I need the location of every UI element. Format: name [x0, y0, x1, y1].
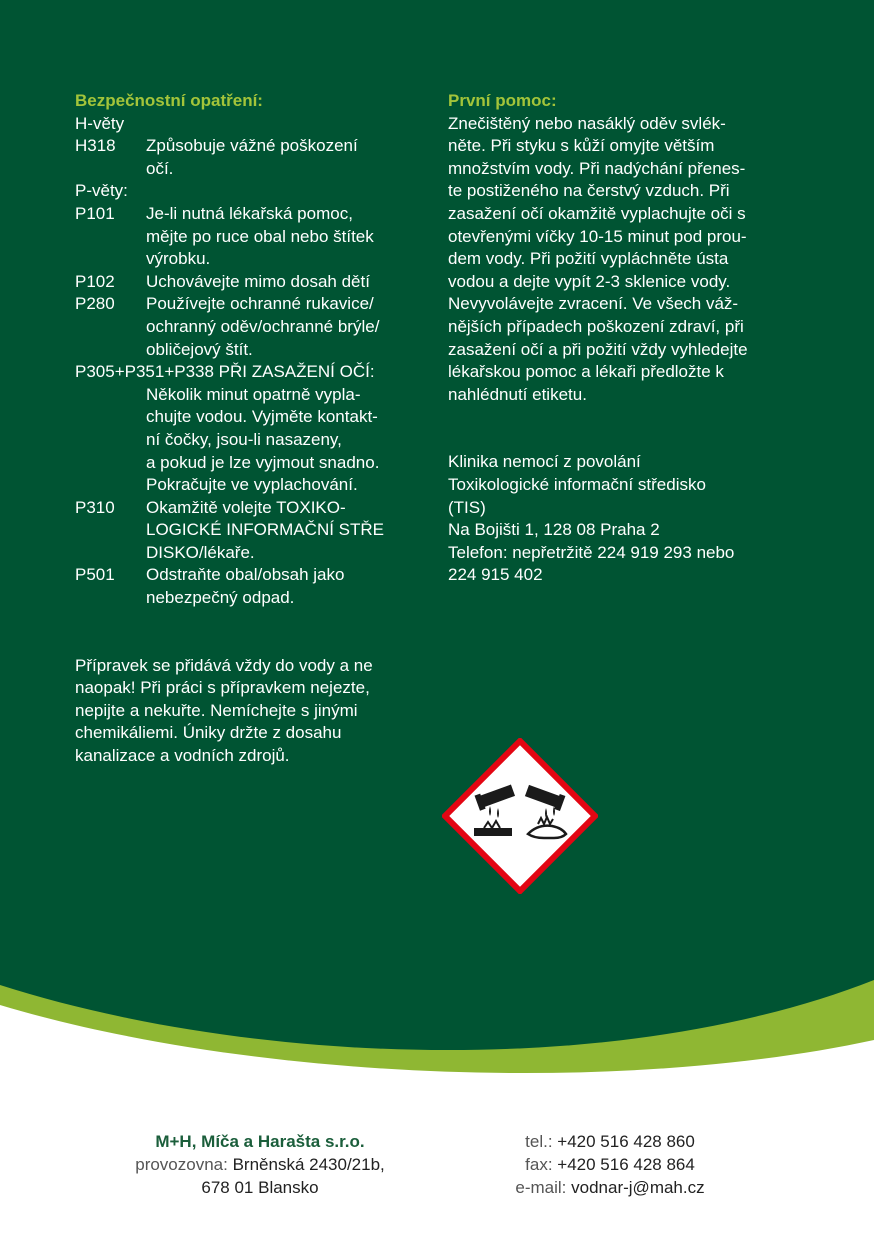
safety-precautions-column [75, 90, 420, 768]
p305-line: ní čočky, jsou-li nasazeny, [146, 429, 342, 449]
phrase-line: Používejte ochranné rukavice/ [146, 294, 374, 314]
p305-line: chujte vodou. Vyjměte kontakt- [146, 407, 378, 427]
address-city: 678 01 Blansko [201, 1178, 319, 1197]
phrase-line: Odstraňte obal/obsah jako [146, 565, 345, 585]
address-label: provozovna: [135, 1155, 228, 1174]
clinic-line: (TIS) [448, 497, 486, 517]
phrase-row [75, 271, 420, 294]
first-aid-line: zasažení očí a při požití vždy vyhledejte [448, 339, 748, 359]
p305-line: Pokračujte ve vyplachování. [146, 475, 358, 495]
phrase-line: Způsobuje vážné poškození [146, 136, 358, 156]
clinic-line: Na Bojišti 1, 128 08 Praha 2 [448, 520, 660, 540]
p-phrases-label: P-věty: [75, 181, 128, 201]
first-aid-column [448, 90, 793, 587]
clinic-line: 224 915 402 [448, 565, 543, 585]
phrase-text [146, 564, 420, 609]
first-aid-line: množstvím vody. Při nadýchání přenes- [448, 158, 746, 178]
company-name: M+H, Míča a Harašta s.r.o. [155, 1132, 365, 1151]
first-aid-line: Nevyvolávejte zvracení. Ve všech váž- [448, 294, 739, 314]
first-aid-line: něte. Při styku s kůží omyjte větším [448, 136, 715, 156]
note-line: kanalizace a vodních zdrojů. [75, 746, 290, 766]
phrase-code: P101 [75, 203, 115, 223]
phrase-text [146, 271, 420, 294]
p305-line: Několik minut opatrně vypla- [146, 384, 361, 404]
phrase-line: mějte po ruce obal nebo štítek [146, 226, 374, 246]
fax-number: +420 516 428 864 [557, 1155, 695, 1174]
first-aid-line: dem vody. Při požití vypláchněte ústa [448, 249, 729, 269]
tel-number: +420 516 428 860 [557, 1132, 695, 1151]
phrase-line: ochranný oděv/ochranné brýle/ [146, 316, 380, 336]
safety-heading: Bezpečnostní opatření: [75, 91, 263, 110]
h-phrases-list [75, 135, 420, 180]
address-street: Brněnská 2430/21b, [232, 1155, 385, 1174]
phrase-text [146, 293, 420, 361]
company-contact [430, 1130, 790, 1199]
phrase-line: nebezpečný odpad. [146, 588, 295, 608]
phrase-line: očí. [146, 158, 174, 178]
phrase-line: Je-li nutná lékařská pomoc, [146, 203, 353, 223]
first-aid-line: lékařskou pomoc a lékaři předložte k [448, 362, 724, 382]
first-aid-text [448, 113, 793, 407]
email-address: vodnar-j@mah.cz [571, 1178, 705, 1197]
p-phrases-list [75, 203, 420, 361]
p-phrases-list-continued [75, 497, 420, 610]
phrase-line: Okamžitě volejte TOXIKO- [146, 497, 346, 517]
phrase-line: DISKO/lékaře. [146, 542, 255, 562]
p305-line: a pokud je lze vyjmout snadno. [146, 452, 380, 472]
clinic-line: Toxikologické informační středisko [448, 474, 706, 494]
phrase-row [75, 135, 420, 180]
first-aid-heading: První pomoc: [448, 91, 557, 110]
corrosive-hazard-icon [442, 738, 598, 894]
phrase-text [146, 135, 420, 180]
note-line: nepijte a nekuřte. Nemíchejte s jinými [75, 700, 358, 720]
note-line: Přípravek se přidává vždy do vody a ne [75, 655, 373, 675]
phrase-text [146, 203, 420, 271]
clinic-line: Telefon: nepřetržitě 224 919 293 nebo [448, 542, 735, 562]
first-aid-line: te postiženého na čerstvý vzduch. Při [448, 181, 730, 201]
p305-title: P305+P351+P338 PŘI ZASAŽENÍ OČÍ: [75, 362, 375, 382]
phrase-code: P102 [75, 271, 115, 291]
h-phrases-label: H-věty [75, 113, 125, 133]
phrase-text [146, 497, 420, 565]
phrase-code: H318 [75, 136, 116, 156]
toxicology-center-contact [448, 451, 793, 587]
first-aid-line: Znečištěný nebo nasáklý oděv svlék- [448, 113, 726, 133]
note-line: naopak! Při práci s přípravkem nejezte, [75, 678, 370, 698]
phrase-row [75, 203, 420, 271]
note-line: chemikáliemi. Úniky držte z dosahu [75, 723, 342, 743]
email-label: e-mail: [515, 1178, 567, 1197]
company-address [60, 1130, 460, 1199]
first-aid-line: nějších případech poškození zdraví, při [448, 316, 744, 336]
phrase-code: P501 [75, 565, 115, 585]
phrase-row [75, 293, 420, 361]
first-aid-line: nahlédnutí etiketu. [448, 384, 587, 404]
clinic-line: Klinika nemocí z povolání [448, 452, 641, 472]
first-aid-line: vodou a dejte vypít 2-3 sklenice vody. [448, 271, 731, 291]
phrase-code: P310 [75, 497, 115, 517]
phrase-row [75, 497, 420, 565]
p305-text [75, 384, 420, 497]
phrase-line: Uchovávejte mimo dosah dětí [146, 271, 370, 291]
phrase-row [75, 564, 420, 609]
phrase-line: LOGICKÉ INFORMAČNÍ STŘE [146, 520, 385, 540]
fax-label: fax: [525, 1155, 553, 1174]
usage-note [75, 655, 420, 768]
first-aid-line: zasažení očí okamžitě vyplachujte oči s [448, 203, 746, 223]
phrase-line: výrobku. [146, 249, 211, 269]
tel-label: tel.: [525, 1132, 553, 1151]
phrase-line: obličejový štít. [146, 339, 253, 359]
phrase-code: P280 [75, 294, 115, 314]
first-aid-line: otevřenými víčky 10-15 minut pod prou- [448, 226, 747, 246]
